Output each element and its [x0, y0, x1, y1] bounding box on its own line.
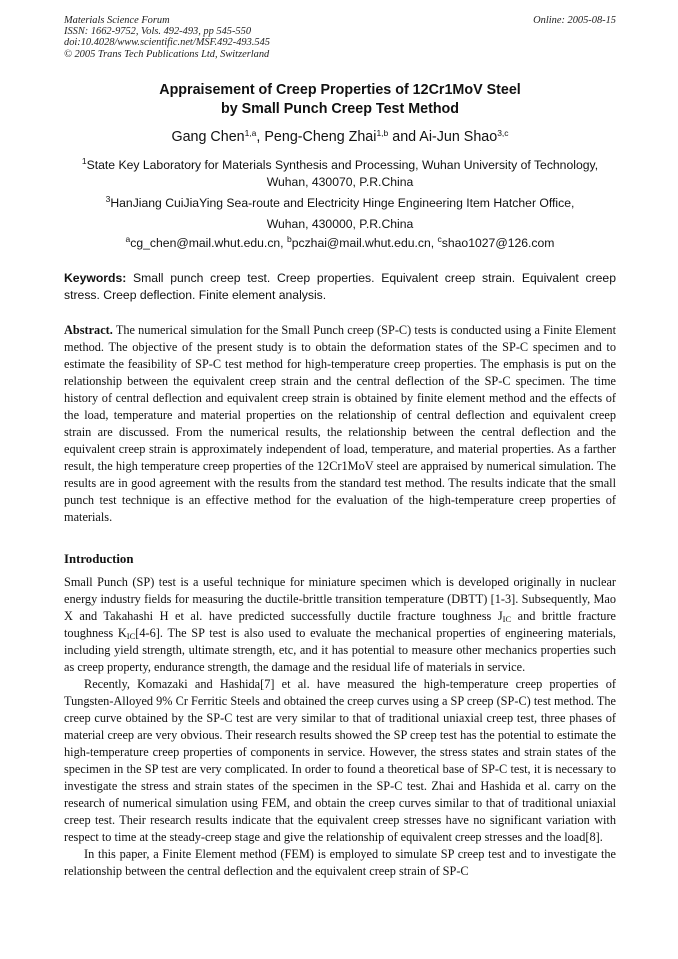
- paragraph: [64, 574, 616, 676]
- author-superscript: 3,c: [497, 128, 509, 138]
- paragraph: Recently, Komazaki and Hashida[7] et al. have measured the high-temperature creep properties of Tungsten-Alloyed 9% Cr Ferritic Steels and obtained the creep curves using a SP creep (SP-C) test method. The creep curve obtained by the SP-C test are very similar to that of traditional uniaxial creep test, three phases of material creep are very obvious. Their research results showed the SP creep test has the potential to estimate the high-temperature creep properties of components in service. However, the stress states and strain states of the specimen in the SP test are very complicated. In order to found a theoretical base of SP-C test, it is necessary to investigate the stress and strain states of the specimen in the SP-C test. Zhai and Hashida et al. carry on the research of numerical simulation using FEM, and obtain the creep curves similar to that of traditional uniaxial creep test. Their research results indicate that the equivalent creep stresses have no significant variation with respect to time at the steady-creep stage and give the relationship of equivalent creep stresses and the load[8].: [64, 677, 616, 844]
- email-superscript: b: [286, 234, 292, 244]
- keywords-label: Keywords:: [64, 271, 127, 285]
- journal-name: Materials Science Forum: [64, 15, 170, 26]
- subscript: IC: [126, 631, 136, 641]
- email-superscript: a: [125, 234, 131, 244]
- affiliation-address: Wuhan, 430070, P.R.China: [266, 175, 414, 189]
- issn-line: ISSN: 1662-9752, Vols. 492-493, pp 545-550: [64, 26, 252, 38]
- introduction-heading: Introduction: [64, 552, 134, 566]
- affiliation-superscript: 3: [105, 194, 111, 204]
- author-separator: and: [388, 129, 420, 145]
- subscript: IC: [502, 614, 512, 624]
- author-separator: ,: [256, 129, 265, 145]
- abstract-section: [64, 322, 616, 526]
- abstract-label: Abstract.: [64, 323, 113, 337]
- introduction-body: [64, 574, 616, 880]
- online-date: Online: 2005-08-15: [533, 15, 616, 26]
- affiliation-superscript: 1: [81, 156, 87, 166]
- author-name: Ai-Jun Shao: [419, 129, 498, 145]
- author-name: Peng-Cheng Zhai: [264, 129, 377, 145]
- journal-header: [64, 15, 616, 60]
- email-address: shao1027@126.com: [441, 236, 555, 250]
- paragraph-text: Small Punch (SP) test is a useful technique for miniature specimen which is developed originally in nuclear energy industry fields for measuring the ductile-brittle transition temperature (DBTT) [1-3]. Subsequently, Mao X and Takahashi H et al. have predicted successfully ductile fracture toughness J: [64, 575, 616, 623]
- affiliation-address: Wuhan, 430000, P.R.China: [266, 217, 414, 231]
- author-superscript: 1,a: [244, 128, 257, 138]
- email-superscript: c: [437, 234, 442, 244]
- author-name: Gang Chen: [171, 129, 245, 145]
- paragraph-text: and brittle fracture toughness K: [64, 609, 616, 640]
- keywords-text: Small punch creep test. Creep properties. Equivalent creep strain. Equivalent creep stress. Creep deflection. Finite element analysis.: [64, 271, 616, 302]
- affiliation-text: State Key Laboratory for Materials Synthesis and Processing, Wuhan University of Technology,: [86, 158, 599, 172]
- email-address: pczhai@mail.whut.edu.cn,: [291, 236, 438, 250]
- email-list: [64, 235, 616, 252]
- paragraph: In this paper, a Finite Element method (FEM) is employed to simulate SP creep test and to investigate the relationship between the central deflection and the equivalent creep strain of SP-C: [64, 847, 616, 878]
- paragraph-text: [4-6]. The SP test is also used to evaluate the mechanical properties of engineering materials, including yield strength, ultimate strength, etc, and it has potential to measure other mechanics properties such as creep property, endurance strength, the damage and the residual life of materials in service.: [64, 626, 616, 674]
- copyright-line: © 2005 Trans Tech Publications Ltd, Switzerland: [64, 48, 270, 60]
- doi-line: doi:10.4028/www.scientific.net/MSF.492-493.545: [64, 37, 270, 49]
- title-line-2: by Small Punch Creep Test Method: [220, 101, 460, 117]
- affiliation-text: HanJiang CuiJiaYing Sea-route and Electricity Hinge Engineering Item Hatcher Office,: [110, 196, 575, 210]
- email-address: cg_chen@mail.whut.edu.cn,: [130, 236, 287, 250]
- affiliation-1: [64, 157, 616, 191]
- keywords-section: [64, 270, 616, 304]
- abstract-text: The numerical simulation for the Small Punch creep (SP-C) tests is conducted using a Finite Element method. The objective of the present study is to obtain the deformation states of the SP-C specimen and to estimate the feasibility of SP-C test method for high-temperature creep properties. The emphasis is put on the relationship between the equivalent creep strain and the central deflection of the SP-C specimen. The time history of central deflection and equivalent creep strain is obtained by finite element method and the effects of the load, temperature and material properties on the relationship of central deflection and equivalent creep strain are discussed. From the numerical results, the relationship between the central deflection and the equivalent creep strain is approximately independent of load, temperature, and material properties. As a farther result, the high temperature creep properties of the 12Cr1MoV steel are appraised by numerical simulation. The results are in good agreement with the results from the standard test method. The results indicate that the small punch test technique is an effective method for the evaluation of the high-temperature creep properties of materials.: [64, 323, 616, 524]
- author-superscript: 1,b: [376, 128, 389, 138]
- author-list: [64, 128, 616, 146]
- paper-title: [64, 81, 616, 119]
- title-line-1: Appraisement of Creep Properties of 12Cr1MoV Steel: [159, 82, 521, 98]
- affiliation-3: [64, 195, 616, 233]
